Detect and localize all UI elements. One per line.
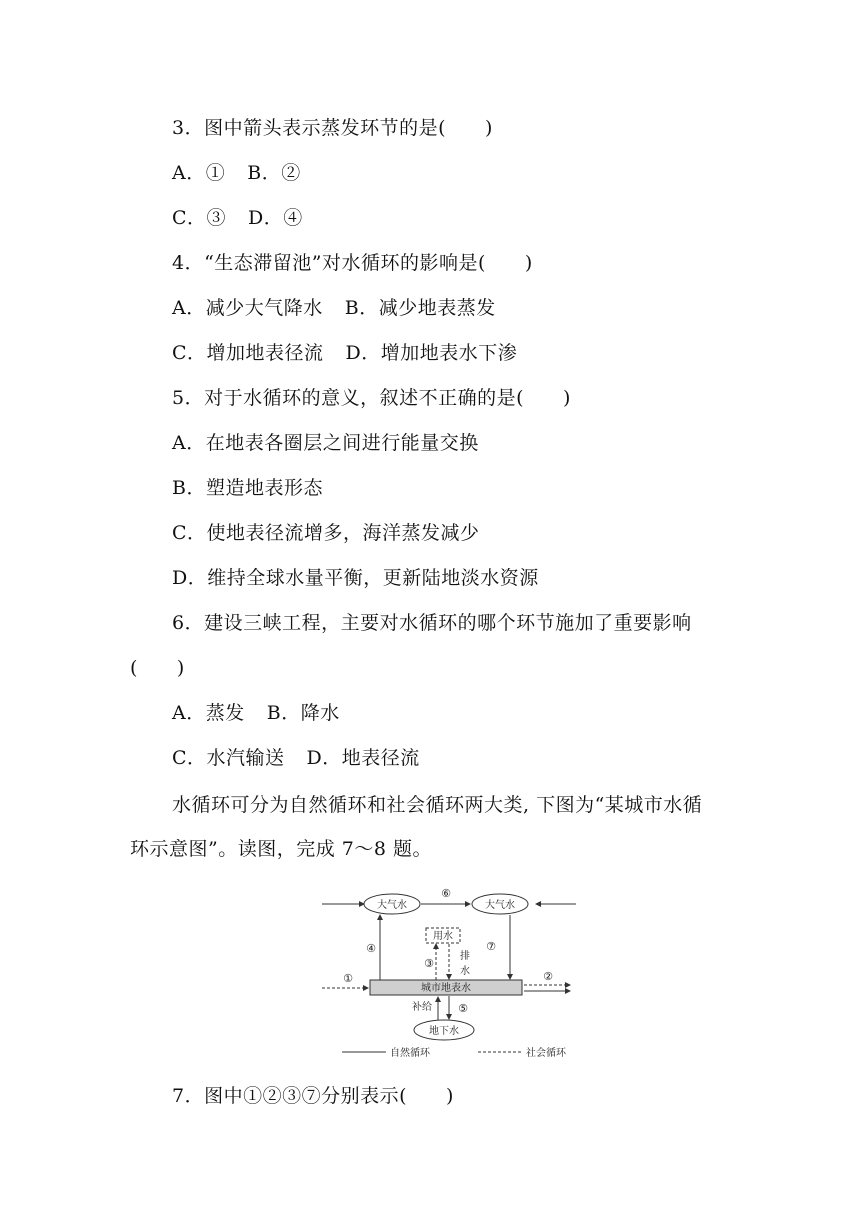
recharge-label: 补给 [412,1002,432,1013]
label-3: ③ [424,957,434,970]
q5-stem: 5．对于水循环的意义，叙述不正确的是( ) [172,387,571,409]
q6-option-d: D．地表径流 [306,747,420,769]
q3-stem: 3．图中箭头表示蒸发环节的是( ) [172,117,493,139]
q6-option-b: B．降水 [266,702,340,724]
label-6: ⑥ [441,887,451,900]
city-surface-label: 城市地表水 [421,983,471,994]
q4-option-a: A．减少大气降水 [172,297,323,319]
q5-option-a: A．在地表各圈层之间进行能量交换 [172,432,479,454]
label-4: ④ [366,942,376,955]
q7-stem: 7．图中①②③⑦分别表示( ) [172,1085,454,1107]
label-1: ① [343,972,353,985]
intro-line1: 水循环可分为自然循环和社会循环两大类, 下图为“某城市水循 [172,794,703,816]
label-2: ② [543,970,553,983]
q3-options-row2 [172,206,303,230]
q4-options-row2 [172,341,517,365]
legend-social-label: 社会循环 [526,1048,566,1059]
q6-options-row1 [172,701,340,725]
q4-option-d: D．增加地表水下渗 [345,342,518,364]
q3-options-row1 [172,161,301,185]
atm-right-label: 大气水 [485,900,515,911]
q6-option-c: C．水汽输送 [172,747,285,769]
intro-line2: 环示意图”。读图，完成 7～8 题。 [130,838,432,860]
q4-stem: 4．“生态滞留池”对水循环的影响是( ) [172,252,533,274]
q5-option-c: C．使地表径流增多，海洋蒸发减少 [172,522,480,544]
drain-label-1: 排 [460,951,470,962]
atm-left-label: 大气水 [377,900,407,911]
q6-option-a: A．蒸发 [172,702,245,724]
q4-options-row1 [172,296,496,320]
q4-option-b: B．减少地表蒸发 [344,297,496,319]
q6-options-row2 [172,746,420,770]
legend-natural-label: 自然循环 [390,1048,430,1059]
q6-stem-line2: ( ) [130,657,185,679]
groundwater-label: 地下水 [429,1026,459,1037]
q3-option-c: C．③ [172,207,227,229]
city-water-cycle-diagram [318,884,580,1064]
q3-option-a: A．① [172,162,226,184]
q3-option-d: D．④ [248,207,303,229]
q5-option-d: D．维持全球水量平衡，更新陆地淡水资源 [172,567,539,589]
water-use-label: 用水 [433,931,453,942]
q5-option-b: B．塑造地表形态 [172,477,323,499]
q4-option-c: C．增加地表径流 [172,342,324,364]
q3-option-b: B．② [247,162,301,184]
label-7: ⑦ [486,940,496,953]
drain-label-2: 水 [460,966,470,977]
q6-stem-line1: 6．建设三峡工程，主要对水循环的哪个环节施加了重要影响 [172,612,692,634]
label-5: ⑤ [458,1002,468,1015]
